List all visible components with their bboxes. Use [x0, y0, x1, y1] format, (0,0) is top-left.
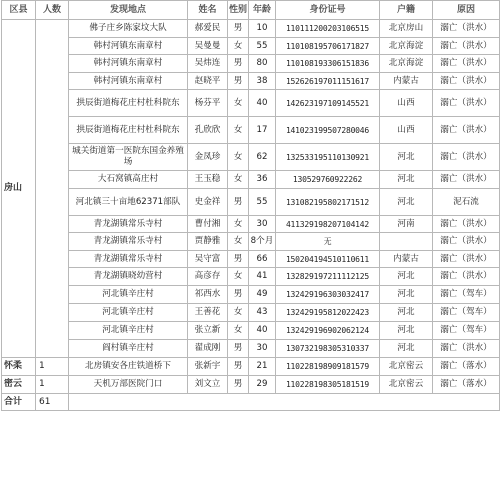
name-cell: 张立新: [188, 322, 228, 340]
sex-cell: 女: [228, 322, 249, 340]
location-cell: 青龙湖镇晓幼营村: [69, 268, 188, 286]
cause-cell: 溺亡（洪水）: [433, 55, 500, 73]
age-cell: 29: [249, 376, 276, 394]
cause-cell: 溺亡（洪水）: [433, 38, 500, 55]
sex-cell: 男: [228, 189, 249, 216]
cause-cell: 溺亡（洪水）: [433, 73, 500, 90]
origin-cell: 北京海淀: [380, 55, 433, 73]
cause-cell: 泥石流: [433, 189, 500, 216]
origin-cell: 河北: [380, 268, 433, 286]
id-number-cell: 110228198305181519: [276, 376, 380, 394]
location-cell: 拱辰街道梅花庄村杜科院东: [69, 90, 188, 117]
cause-cell: 溺亡（洪水）: [433, 90, 500, 117]
sex-cell: 男: [228, 376, 249, 394]
age-cell: 30: [249, 216, 276, 233]
id-number-cell: 110108195706171827: [276, 38, 380, 55]
name-cell: 刘文立: [188, 376, 228, 394]
age-cell: 66: [249, 251, 276, 268]
table-row: [2, 216, 500, 233]
cause-cell: 溺亡（驾车）: [433, 304, 500, 322]
total-row: [2, 394, 500, 411]
table-row: [2, 376, 500, 394]
table-row: [2, 322, 500, 340]
id-number-cell: 132429195812022423: [276, 304, 380, 322]
header-origin: 户籍: [380, 1, 433, 20]
location-cell: 青龙湖镇常乐寺村: [69, 233, 188, 251]
sex-cell: 女: [228, 268, 249, 286]
count-cell: [36, 20, 69, 358]
origin-cell: 北京房山: [380, 20, 433, 38]
victims-table: [1, 0, 500, 411]
header-location: 发现地点: [69, 1, 188, 20]
name-cell: 高彦存: [188, 268, 228, 286]
cause-cell: 溺亡（落水）: [433, 376, 500, 394]
origin-cell: 内蒙古: [380, 73, 433, 90]
age-cell: 30: [249, 340, 276, 358]
location-cell: 青龙湖镇常乐寺村: [69, 216, 188, 233]
table-row: [2, 55, 500, 73]
cause-cell: 溺亡（驾车）: [433, 322, 500, 340]
id-number-cell: 无: [276, 233, 380, 251]
count-cell: 1: [36, 376, 69, 394]
origin-cell: 内蒙古: [380, 251, 433, 268]
sex-cell: 男: [228, 55, 249, 73]
sex-cell: 女: [228, 171, 249, 189]
district-cell: 房山: [2, 20, 36, 358]
age-cell: 49: [249, 286, 276, 304]
origin-cell: 河北: [380, 322, 433, 340]
age-cell: 43: [249, 304, 276, 322]
header-id-number: 身份证号: [276, 1, 380, 20]
origin-cell: 河北: [380, 286, 433, 304]
table-row: [2, 144, 500, 171]
table-row: [2, 358, 500, 376]
id-number-cell: 130732198305310337: [276, 340, 380, 358]
table-row: [2, 268, 500, 286]
id-number-cell: 132533195110130921: [276, 144, 380, 171]
cause-cell: 溺亡（洪水）: [433, 144, 500, 171]
header-row: [2, 1, 500, 20]
sex-cell: 男: [228, 358, 249, 376]
age-cell: 8个月: [249, 233, 276, 251]
cause-cell: 溺亡（洪水）: [433, 216, 500, 233]
age-cell: 36: [249, 171, 276, 189]
sex-cell: 男: [228, 73, 249, 90]
table-body: [2, 20, 500, 411]
table-row: [2, 189, 500, 216]
name-cell: 祁西水: [188, 286, 228, 304]
name-cell: 杨芬平: [188, 90, 228, 117]
table-row: [2, 304, 500, 322]
sex-cell: 女: [228, 144, 249, 171]
cause-cell: 溺亡（洪水）: [433, 20, 500, 38]
cause-cell: 溺亡（洪水）: [433, 340, 500, 358]
name-cell: 曹付湘: [188, 216, 228, 233]
table-row: [2, 251, 500, 268]
location-cell: 城关街道第一医院东国金养殖场: [69, 144, 188, 171]
name-cell: 翟成刚: [188, 340, 228, 358]
location-cell: 北房镇安各庄铁道桥下: [69, 358, 188, 376]
cause-cell: 溺亡（落水）: [433, 358, 500, 376]
origin-cell: 河北: [380, 340, 433, 358]
age-cell: 21: [249, 358, 276, 376]
total-blank-cell: [69, 394, 500, 411]
sex-cell: 女: [228, 38, 249, 55]
age-cell: 55: [249, 38, 276, 55]
name-cell: 史金祥: [188, 189, 228, 216]
age-cell: 38: [249, 73, 276, 90]
name-cell: 赵晓平: [188, 73, 228, 90]
origin-cell: 河北: [380, 189, 433, 216]
name-cell: 贾静雅: [188, 233, 228, 251]
origin-cell: 山西: [380, 117, 433, 144]
sex-cell: 男: [228, 251, 249, 268]
table-row: [2, 233, 500, 251]
count-cell: 1: [36, 358, 69, 376]
origin-cell: 北京密云: [380, 376, 433, 394]
cause-cell: 溺亡（洪水）: [433, 251, 500, 268]
origin-cell: [380, 233, 433, 251]
location-cell: 河北镇辛庄村: [69, 286, 188, 304]
name-cell: 王玉稳: [188, 171, 228, 189]
cause-cell: 溺亡（洪水）: [433, 117, 500, 144]
id-number-cell: 110228198909181579: [276, 358, 380, 376]
name-cell: 吴曼曼: [188, 38, 228, 55]
id-number-cell: 110108193306151836: [276, 55, 380, 73]
name-cell: 孔欣欣: [188, 117, 228, 144]
age-cell: 62: [249, 144, 276, 171]
header-district: 区县: [2, 1, 36, 20]
location-cell: 韩村河镇东南章村: [69, 55, 188, 73]
id-number-cell: 152626197011151617: [276, 73, 380, 90]
sex-cell: 女: [228, 216, 249, 233]
origin-cell: 山西: [380, 90, 433, 117]
origin-cell: 河北: [380, 144, 433, 171]
table-row: [2, 20, 500, 38]
origin-cell: 河南: [380, 216, 433, 233]
age-cell: 80: [249, 55, 276, 73]
age-cell: 17: [249, 117, 276, 144]
district-cell: 密云: [2, 376, 36, 394]
sex-cell: 男: [228, 286, 249, 304]
location-cell: 韩村河镇东南章村: [69, 73, 188, 90]
header-sex: 性别: [228, 1, 249, 20]
cause-cell: 溺亡（洪水）: [433, 233, 500, 251]
sex-cell: 女: [228, 304, 249, 322]
cause-cell: 溺亡（驾车）: [433, 286, 500, 304]
age-cell: 55: [249, 189, 276, 216]
location-cell: 阎村镇辛庄村: [69, 340, 188, 358]
id-number-cell: 141023199507280046: [276, 117, 380, 144]
location-cell: 天机万部医院门口: [69, 376, 188, 394]
table-row: [2, 171, 500, 189]
header-count: 人数: [36, 1, 69, 20]
age-cell: 41: [249, 268, 276, 286]
id-number-cell: 110111200203106515: [276, 20, 380, 38]
total-label: 合计: [2, 394, 36, 411]
name-cell: 金凤珍: [188, 144, 228, 171]
id-number-cell: 131082195802171512: [276, 189, 380, 216]
sex-cell: 女: [228, 117, 249, 144]
location-cell: 韩村河镇东南章村: [69, 38, 188, 55]
location-cell: 佛子庄乡陈家坟大队: [69, 20, 188, 38]
table-row: [2, 117, 500, 144]
location-cell: 青龙湖镇常乐寺村: [69, 251, 188, 268]
header-cause: 原因: [433, 1, 500, 20]
name-cell: 吴炜连: [188, 55, 228, 73]
id-number-cell: 142623197109145521: [276, 90, 380, 117]
location-cell: 大石窝镇高庄村: [69, 171, 188, 189]
origin-cell: 北京海淀: [380, 38, 433, 55]
header-name: 姓名: [188, 1, 228, 20]
sex-cell: 男: [228, 20, 249, 38]
name-cell: 郝爱民: [188, 20, 228, 38]
name-cell: 吴守富: [188, 251, 228, 268]
id-number-cell: 130529760922262: [276, 171, 380, 189]
id-number-cell: 132429196303032417: [276, 286, 380, 304]
location-cell: 拱辰街道梅花庄村杜科院东: [69, 117, 188, 144]
cause-cell: 溺亡（洪水）: [433, 268, 500, 286]
age-cell: 10: [249, 20, 276, 38]
id-number-cell: 132829197211112125: [276, 268, 380, 286]
name-cell: 王善花: [188, 304, 228, 322]
location-cell: 河北镇三十亩地62371部队: [69, 189, 188, 216]
age-cell: 40: [249, 322, 276, 340]
sex-cell: 女: [228, 233, 249, 251]
age-cell: 40: [249, 90, 276, 117]
id-number-cell: 150204194510110611: [276, 251, 380, 268]
cause-cell: 溺亡（洪水）: [433, 171, 500, 189]
table-row: [2, 38, 500, 55]
origin-cell: 北京密云: [380, 358, 433, 376]
origin-cell: 河北: [380, 171, 433, 189]
header-age: 年龄: [249, 1, 276, 20]
table-row: [2, 286, 500, 304]
table-row: [2, 90, 500, 117]
total-count: 61: [36, 394, 69, 411]
district-cell: 怀柔: [2, 358, 36, 376]
name-cell: 张新宇: [188, 358, 228, 376]
location-cell: 河北镇辛庄村: [69, 322, 188, 340]
origin-cell: 河北: [380, 304, 433, 322]
table-row: [2, 73, 500, 90]
sex-cell: 男: [228, 340, 249, 358]
table-row: [2, 340, 500, 358]
id-number-cell: 132429196902062124: [276, 322, 380, 340]
sex-cell: 女: [228, 90, 249, 117]
id-number-cell: 411329198207104142: [276, 216, 380, 233]
location-cell: 河北镇辛庄村: [69, 304, 188, 322]
